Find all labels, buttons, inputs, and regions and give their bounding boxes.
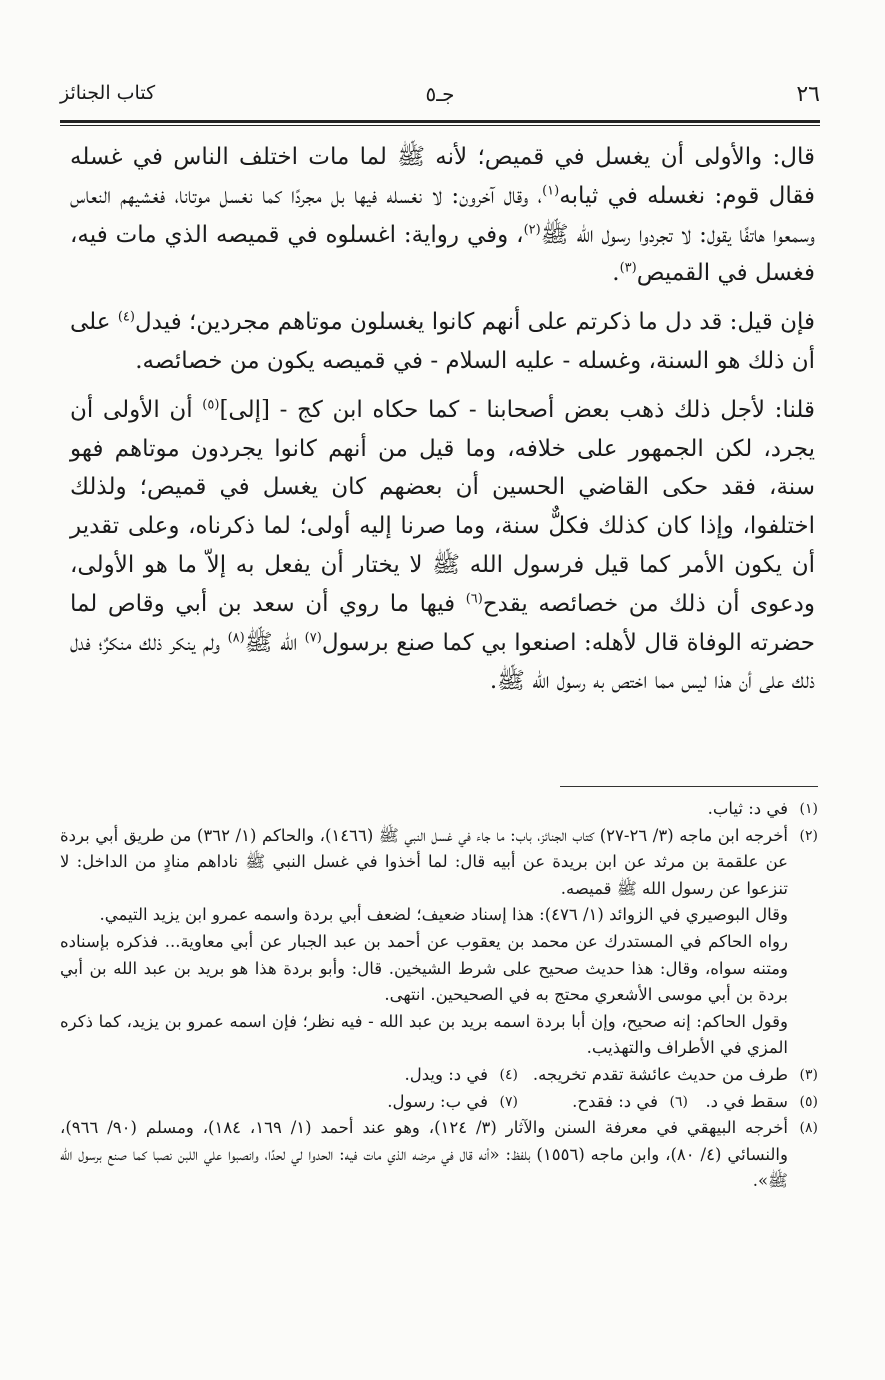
footnote-reference: (٧): [304, 629, 322, 645]
footnote-text: طرف من حديث عائشة تقدم تخريجه.: [532, 1064, 788, 1084]
footnotes: [60, 796, 818, 1195]
footnote-text: في د: ويدل.: [404, 1064, 488, 1084]
text-run: .: [612, 260, 620, 287]
text-run: فيها ما روي أن سعد بن أبي وقاص لما حضرته الوفاة قال لأهله: اصنعوا بي كما صنع برسول: [70, 590, 815, 656]
footnote-number: (١): [799, 801, 818, 817]
footnote-text: وقول الحاكم: إنه صحيح، وإن أبا بردة اسمه بريد بن عبد الله - فيه نظر؛ فإن اسمه عمرو بن يزيد، كما ذكره المزي في الأطراف والتهذيب.: [60, 1011, 788, 1058]
volume-label: جـ٥: [425, 82, 455, 106]
footnote-text: في د: فقدح.: [572, 1091, 658, 1111]
text-run: ولم ينكر ذلك منكرٌ؛ فدل ذلك على أن هذا ليس مما اختص به رسول الله ﷺ.: [70, 629, 815, 695]
footnote-number: (٤): [499, 1066, 518, 1083]
footnote-text: رواه الحاكم في المستدرك عن محمد بن يعقوب عن أحمد بن عبد الجبار عن أبي معاوية... فذكره بإسناده ومتنه سواه، وقال: هذا حديث صحيح على شرط الشيخين. قال: وأبو بردة هذا هو بريد بن عبد الله بن أبي بردة بن أبي موسى الأشعري محتج به في الصحيحين. انتهى.: [60, 931, 788, 1005]
paragraph: [70, 391, 815, 701]
footnote-7: [387, 1089, 518, 1116]
footnote-number: (٥): [799, 1093, 818, 1110]
text-run: ، وفي رواية: اغسلوه في قميصه الذي مات فيه، فغسل في القميص: [70, 221, 815, 287]
text-run: الله ﷺ: [244, 629, 305, 656]
text-run: فإن قيل: قد دل ما ذكرتم على أنهم كانوا يغسلون موتاهم مجردين؛ فيدل: [134, 309, 815, 336]
text-run: على أن ذلك هو السنة، وغسله - عليه السلام - في قميصه يكون من خصائصه.: [70, 309, 815, 374]
footnote-row: [60, 1089, 818, 1116]
paragraph: [70, 303, 815, 381]
running-header: [60, 82, 820, 112]
footnote-5: [688, 1089, 818, 1116]
footnote-reference: (١): [542, 183, 560, 199]
footnote-reference: (٦): [465, 591, 483, 607]
footnote-8: [60, 1115, 818, 1195]
text-run: قلنا: لأجل ذلك ذهب بعض أصحابنا - كما حكاه ابن كج - [إلى]: [219, 396, 815, 423]
footnote-3: [518, 1062, 818, 1089]
text-run: أن الأولى أن يجرد، لكن الجمهور على خلافه، وما قيل من أنهم كانوا يجردون موتاهم فهو سنة، فقد حكى القاضي الحسين أن بعضهم كان يغسل في قميص؛ ولذلك اختلفوا، وإذا كان كذلك فكلٌّ سنة، وما صرنا إليه أولى؛ لما ذكرناه، وعلى تقدير أن يكون الأمر كما قيل فرسول الله ﷺ لا يختار أن يفعل به إلاّ ما هو الأولى، ودعوى أن ذلك من خصائصه يقدح: [70, 396, 815, 617]
book-title: كتاب الجنائز: [60, 82, 156, 104]
footnote-1: [60, 796, 818, 823]
footnote-2: [60, 823, 818, 1062]
footnote-reference: (٨): [227, 629, 245, 645]
footnote-reference: (٣): [619, 260, 637, 276]
footnote-text: سقط في د.: [705, 1091, 788, 1111]
footnote-number: (٦): [669, 1093, 688, 1110]
footnote-text: وقال البوصيري في الزوائد (١/ ٤٧٦): هذا إسناد ضعيف؛ لضعف أبي بردة واسمه عمرو ابن يزيد التيمي.: [99, 905, 788, 925]
text-run: ، وقال آخرون: لا نغسله فيها بل مجردًا كما نغسل موتانا، فغشيهم النعاس وسمعوا هاتفًا يقول: لا تجردوا رسول الله ﷺ: [70, 182, 815, 248]
footnote-reference: (٥): [202, 397, 220, 413]
footnote-row: [60, 1062, 818, 1089]
footnote-number: (٨): [799, 1120, 818, 1137]
footnote-number: (٧): [499, 1093, 518, 1110]
footnote-rule: [560, 786, 818, 787]
text-run: قال: والأولى أن يغسل في قميص؛ لأنه ﷺ لما مات اختلف الناس في غسله فقال قوم: نغسله في ثيابه: [70, 144, 815, 209]
main-text: [70, 138, 815, 711]
footnote-text: أخرجه ابن ماجه (٣/ ٢٦-٢٧) كتاب الجنائز، باب: ما جاء في غسل النبي ﷺ (١٤٦٦)، والحاكم (١/ ٣٦٢) من طريق أبي بردة عن علقمة بن مرثد عن ابن بريدة عن أبيه قال: لما أخذوا في غسل النبي ﷺ ناداهم منادٍ من الداخل: لا تنزعوا عن رسول الله ﷺ قميصه.: [60, 825, 788, 898]
footnote-text: أخرجه البيهقي في معرفة السنن والآثار (٣/ ١٢٤)، وهو عند أحمد (١/ ١٦٩، ١٨٤)، ومسلم (٩٠/ ٩٦٦)، والنسائي (٤/ ٨٠)، وابن ماجه (١٥٥٦) بلفظ: «أنه قال في مرضه الذي مات فيه: الحدوا لي لحدًا، وانصبوا علي اللبن نصبا كما صنع برسول الله ﷺ».: [60, 1118, 788, 1191]
page-number: ٢٦: [796, 82, 820, 107]
footnote-number: (٢): [799, 827, 818, 844]
footnote-reference: (٤): [117, 309, 135, 325]
footnote-4: [405, 1062, 519, 1089]
header-rule: [60, 120, 820, 126]
footnote-text: في د: ثياب.: [707, 799, 788, 818]
footnote-text: في ب: رسول.: [387, 1091, 488, 1111]
paragraph: [70, 138, 815, 293]
footnote-6: [518, 1089, 688, 1116]
footnote-reference: (٢): [523, 221, 541, 237]
footnote-number: (٣): [799, 1066, 818, 1083]
